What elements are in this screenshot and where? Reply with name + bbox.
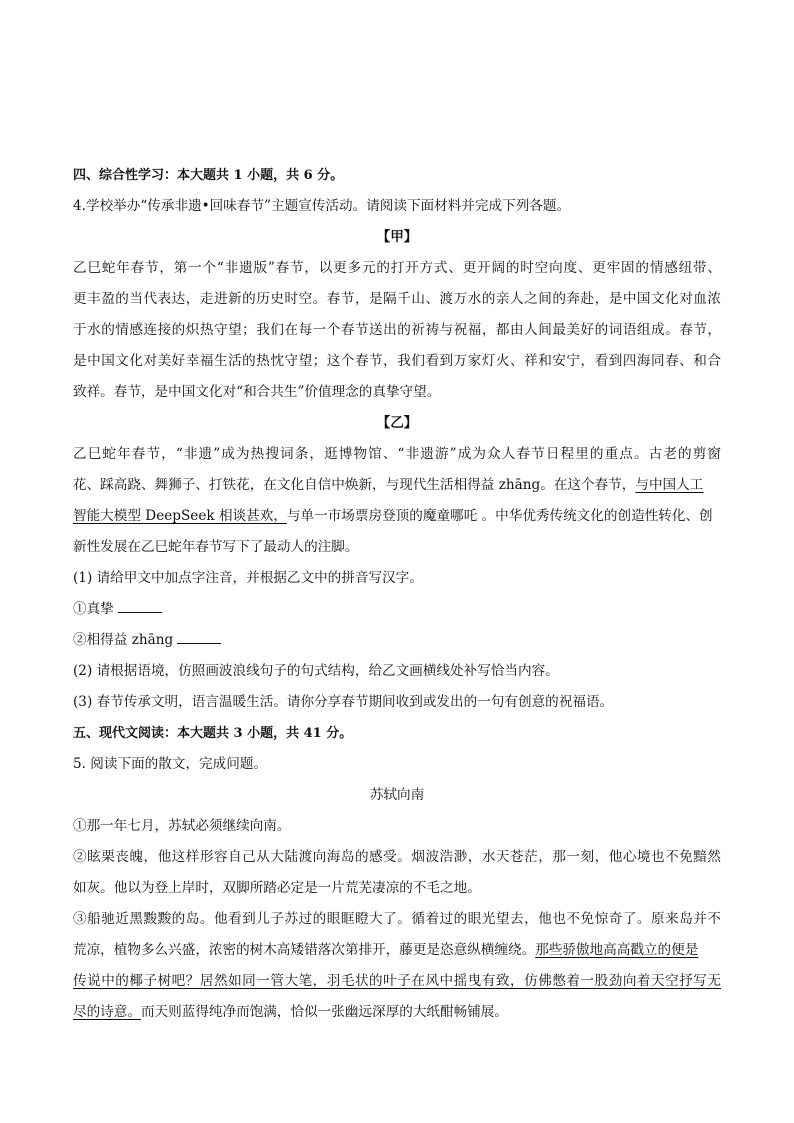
underlined-sentence: 尽的诗意。 bbox=[73, 1004, 141, 1020]
essay-paragraph-2-line: 如灰。他以为登上岸时，双脚所踏必定是一片荒芜凄凉的不毛之地。 bbox=[73, 880, 481, 896]
sub-question-1b bbox=[73, 625, 721, 656]
sub-question-2: (2) 请根据语境，仿照画波浪线句子的句式结构，给乙文画横线处补写恰当内容。 bbox=[73, 663, 559, 679]
essay-title: 苏轼向南 bbox=[369, 787, 425, 803]
underlined-fill-blank: 与中国人工 bbox=[635, 477, 704, 493]
sub-question-1: (1) 请给甲文中加点字注音，并根据乙文中的拼音写汉字。 bbox=[73, 570, 423, 586]
essay-paragraph-1: ①那一年七月，苏轼必须继续向南。 bbox=[73, 818, 291, 834]
question-5-stem: 5. 阅读下面的散文，完成问题。 bbox=[73, 756, 268, 772]
passage-yi-text: 花、踩高跷、舞狮子、打铁花，在文化自信中焕新，与现代生活相得益 zhāng。在这个春节， bbox=[73, 477, 636, 493]
passage-yi-line bbox=[73, 501, 721, 532]
underlined-sentence: 传说中的椰子树吧？居然如同一管大笔，羽毛状的叶子在风中摇曳有致，仿佛憋着一股劲向着天空抒写无 bbox=[73, 973, 721, 989]
essay-paragraph-3-line bbox=[73, 935, 721, 966]
essay-paragraph-3-line bbox=[73, 966, 721, 997]
passage-jia-line: 是中国文化对美好幸福生活的热忱守望；这个春节，我们看到万家灯火、祥和安宁，看到四海同春、和合 bbox=[73, 353, 721, 369]
passage-yi-text: 与单一市场票房登顶的魔童哪吒 。中华优秀传统文化的创造性转化、创 bbox=[286, 508, 713, 524]
passage-yi-line: 乙巳蛇年春节，“非遗”成为热搜词条，逛博物馆、“非遗游”成为众人春节日程里的重点。古老的剪窗 bbox=[73, 446, 721, 462]
page-content bbox=[73, 160, 721, 1028]
underlined-sentence: 那些骄傲地高高戳立的便是 bbox=[535, 942, 699, 958]
essay-paragraph-2-line: ②眩栗丧魄，他这样形容自己从大陆渡向海岛的感受。烟波浩渺，水天苍茫，那一刻，他心境也不免黯然 bbox=[73, 849, 721, 865]
passage-yi-line: 新性发展在乙巳蛇年春节写下了最动人的注脚。 bbox=[73, 539, 359, 555]
passage-yi-title: 【乙】 bbox=[376, 415, 418, 431]
essay-text: 荒凉，植物多么兴盛，浓密的树木高矮错落次第排开，藤更是恣意纵横缠绕。 bbox=[73, 942, 536, 958]
underlined-fill-blank: 智能大模型 DeepSeek 相谈甚欢， bbox=[73, 508, 287, 524]
passage-jia-line: 乙巳蛇年春节，第一个“非遗版”春节，以更多元的打开方式、更开阔的时空向度、更牢固的情感纽带、 bbox=[73, 260, 721, 276]
sub-question-1a bbox=[73, 594, 721, 625]
essay-text: 而天则蓝得纯净而饱满，恰似一张幽远深厚的大纸酣畅铺展。 bbox=[140, 1004, 508, 1020]
passage-jia-line: 于水的情感连接的炽热守望；我们在每一个春节送出的祈祷与祝福，都由人间最美好的词语组成。春节， bbox=[73, 322, 721, 338]
passage-yi-line bbox=[73, 470, 721, 501]
passage-jia-line: 更丰盈的当代表达，走进新的历史时空。春节，是隔千山、渡万水的亲人之间的奔赴，是中国文化对血浓 bbox=[73, 291, 721, 307]
answer-blank[interactable] bbox=[118, 598, 162, 613]
sub-question-3: (3) 春节传承文明，语言温暖生活。请你分享春节期间收到或发出的一句有创意的祝福语。 bbox=[73, 694, 614, 710]
essay-paragraph-3-line bbox=[73, 997, 721, 1028]
answer-blank[interactable] bbox=[177, 629, 221, 644]
section-4-heading: 四、综合性学习：本大题共 1 小题，共 6 分。 bbox=[73, 168, 344, 183]
section-5-heading: 五、现代文阅读：本大题共 3 小题，共 41 分。 bbox=[73, 726, 353, 741]
question-4-stem: 4.学校举办“传承非遗•回味春节”主题宣传活动。请阅读下面材料并完成下列各题。 bbox=[73, 198, 571, 214]
passage-jia-line: 致祥。春节，是中国文化对“和合共生”价值理念的真挚守望。 bbox=[73, 384, 441, 400]
essay-paragraph-3-line: ③船驰近黑黢黢的岛。他看到儿子苏过的眼眶瞪大了。循着过的眼光望去，他也不免惊奇了。原来岛并不 bbox=[73, 911, 721, 927]
passage-jia-title: 【甲】 bbox=[376, 229, 418, 245]
sub-question-1a-label: ①真挚 bbox=[73, 601, 114, 617]
sub-question-1b-label: ②相得益 zhāng bbox=[73, 632, 174, 648]
